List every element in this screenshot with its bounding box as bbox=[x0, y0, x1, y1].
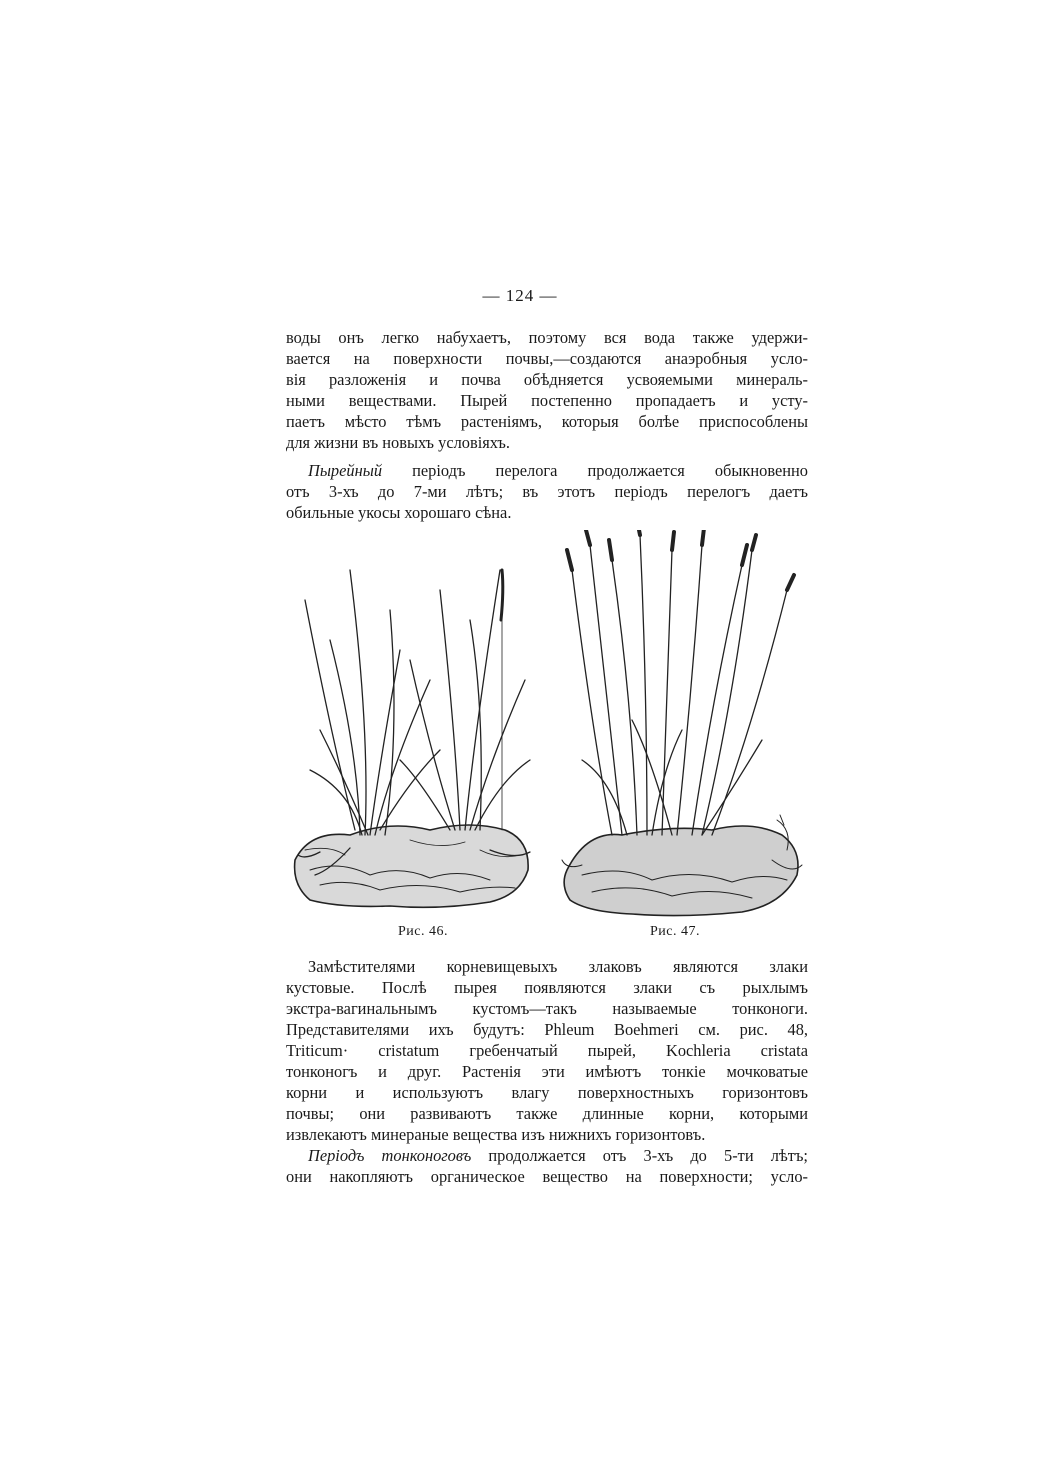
text-line: они накопляютъ органическое вещество на поверхности; усло- bbox=[286, 1167, 808, 1186]
text-line: почвы; они развиваютъ также длинные корни, которыми bbox=[286, 1104, 808, 1123]
figure-47-caption: Рис. 47. bbox=[650, 924, 700, 939]
text-line: отъ 3-хъ до 7-ми лѣтъ; въ этотъ періодъ перелогъ даетъ bbox=[286, 482, 808, 501]
text-line: ными веществами. Пырей постепенно пропадаетъ и усту- bbox=[286, 391, 808, 410]
grass-clump-drawing bbox=[290, 530, 540, 920]
text-line: экстра-вагинальнымъ кустомъ—такъ называемые тонконоги. bbox=[286, 999, 808, 1018]
text-line: для жизни въ новыхъ условіяхъ. bbox=[286, 433, 510, 452]
grass-clump-drawing bbox=[552, 530, 806, 920]
text-line: паетъ мѣсто тѣмъ растеніямъ, которыя болѣе приспособлены bbox=[286, 412, 808, 431]
text-line: вается на поверхности почвы,—создаются анаэробныя усло- bbox=[286, 349, 808, 368]
paragraph-1 bbox=[286, 327, 808, 453]
italic-term: Періодъ тонконоговъ bbox=[308, 1146, 472, 1165]
text-span: продолжается отъ 3-хъ до 5-ти лѣтъ; bbox=[471, 1146, 808, 1165]
paragraph-3 bbox=[286, 956, 808, 1145]
page-number: — 124 — bbox=[482, 286, 558, 305]
figure-46-caption: Рис. 46. bbox=[398, 924, 448, 939]
text-line: Замѣстителями корневищевыхъ злаковъ являются злаки bbox=[308, 957, 808, 976]
text-line: кустовые. Послѣ пырея появляются злаки съ рыхлымъ bbox=[286, 978, 808, 997]
text-line: извлекаютъ минераные вещества изъ нижнихъ горизонтовъ. bbox=[286, 1125, 706, 1144]
text-line: обильные укосы хорошаго сѣна. bbox=[286, 503, 512, 522]
text-line: корни и используютъ влагу поверхностныхъ горизонтовъ bbox=[286, 1083, 808, 1102]
paragraph-2 bbox=[286, 460, 808, 523]
figure-46-illustration bbox=[290, 530, 540, 920]
text-line: вія разложенія и почва обѣдняется усвояемыми минераль- bbox=[286, 370, 808, 389]
text-line bbox=[286, 460, 808, 481]
text-span: періодъ перелога продолжается обыкновенно bbox=[382, 461, 808, 480]
text-line: воды онъ легко набухаетъ, поэтому вся вода также удержи- bbox=[286, 328, 808, 347]
paragraph-4 bbox=[286, 1145, 808, 1187]
text-line: Представителями ихъ будутъ: Phleum Boehmeri см. рис. 48, bbox=[286, 1020, 808, 1039]
text-line: Triticum· cristatum гребенчатый пырей, Kochleria cristata bbox=[286, 1041, 808, 1060]
figure-47-illustration bbox=[552, 530, 806, 920]
text-line: тонконогъ и друг. Растенія эти имѣютъ тонкіе мочковатые bbox=[286, 1062, 808, 1081]
text-line bbox=[286, 1145, 808, 1166]
italic-term: Пырейный bbox=[308, 461, 383, 480]
